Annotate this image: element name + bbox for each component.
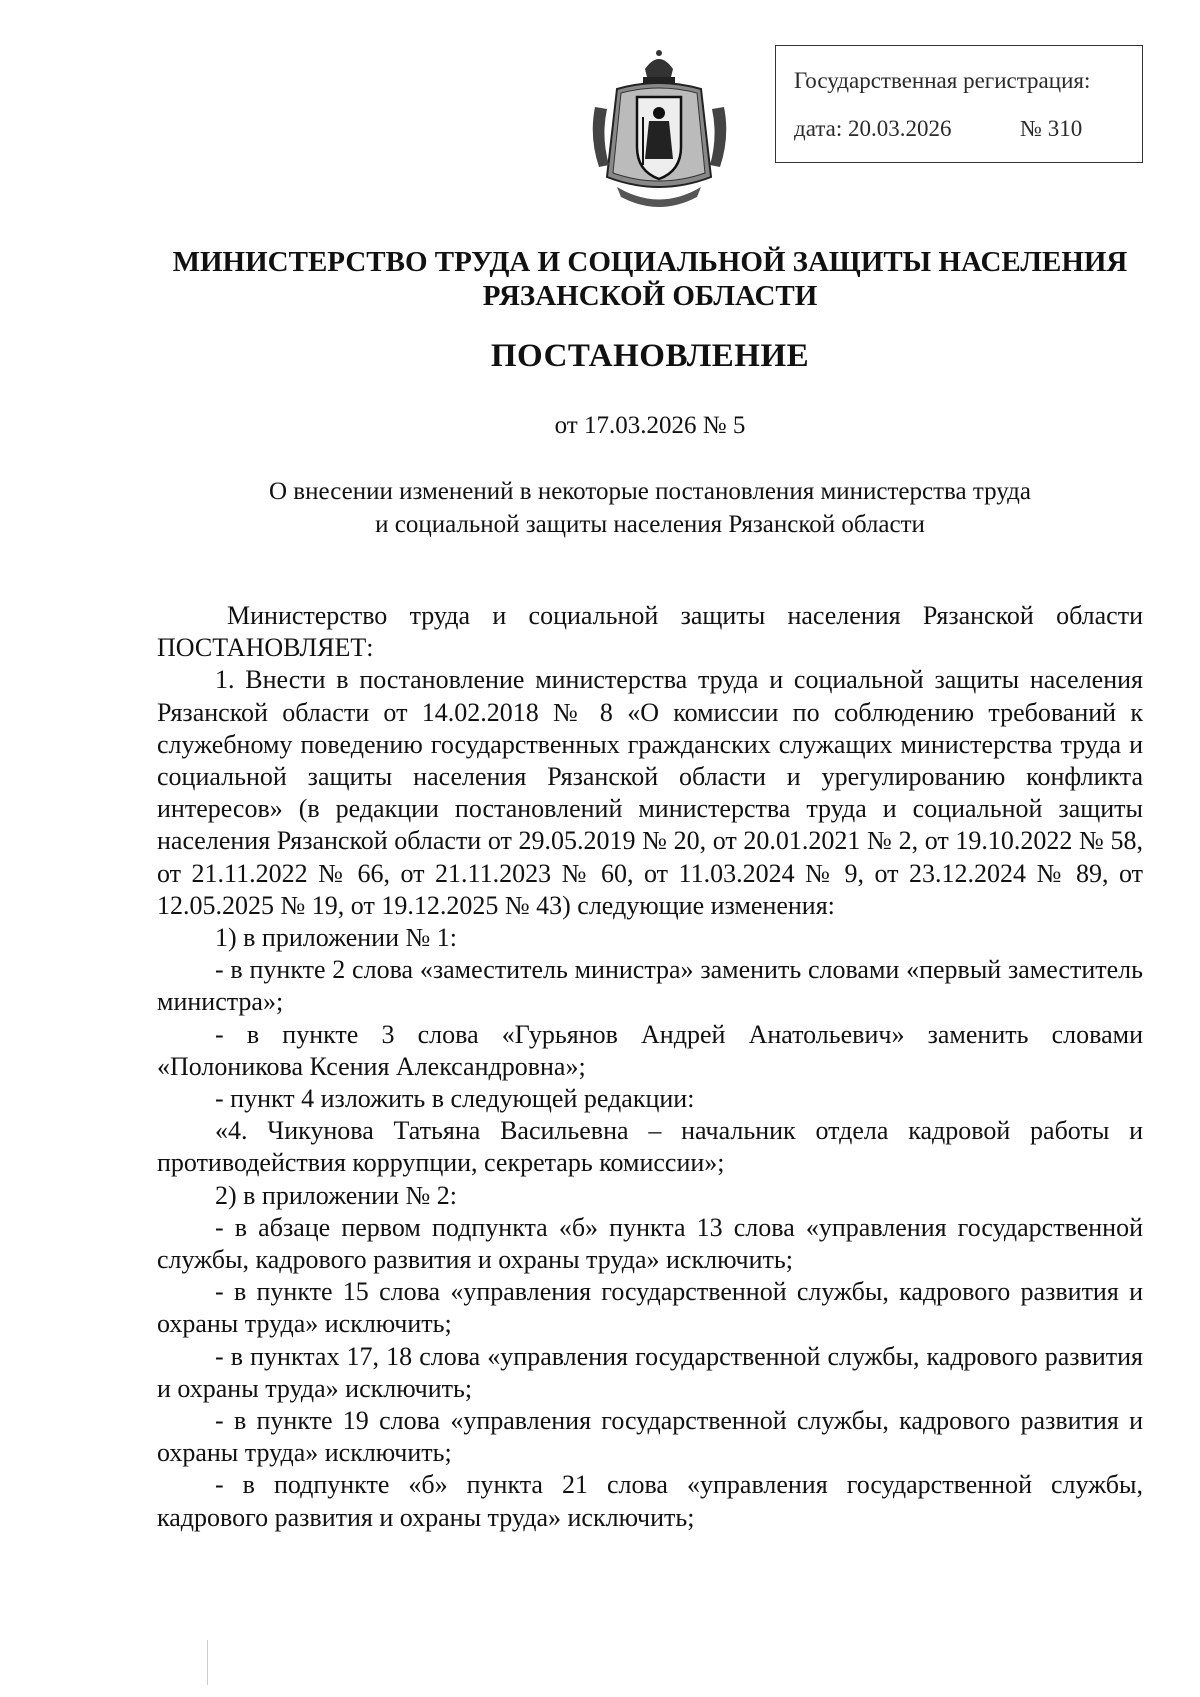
body-paragraph: «4. Чикунова Татьяна Васильевна – начальник отдела кадровой работы и противодействия коррупции, секретарь комиссии»; bbox=[157, 1116, 1143, 1178]
body-paragraph: 1. Внести в постановление министерства труда и социальной защиты населения Рязанской области от 14.02.2018 № 8 «О комиссии по соблюдению требований к служебному поведению государственных гражданских служащих министерства труда и социальной защиты населения Рязанской области и урегулированию конфликта интересов» (в редакции постановлений министерства труда и социальной защиты населения Рязанской области от 29.05.2019 № 20, от 20.01.2021 № 2, от 19.10.2022 № 58, от 21.11.2022 № 66, от 21.11.2023 № 60, от 11.03.2024 № 9, от 23.12.2024 № 89, от 12.05.2025 № 19, от 19.12.2025 № 43) следующие изменения: bbox=[157, 665, 1143, 920]
ministry-name-line1: МИНИСТЕРСТВО ТРУДА И СОЦИАЛЬНОЙ ЗАЩИТЫ НАСЕЛЕНИЯ bbox=[172, 246, 1128, 278]
body-paragraph: 2) в приложении № 2: bbox=[215, 1180, 458, 1210]
subject-line2: и социальной защиты населения Рязанской области bbox=[375, 511, 925, 538]
scan-margin-mark bbox=[207, 1640, 208, 1685]
body-paragraph: - в пунктах 17, 18 слова «управления государственной службы, кадрового развития и охраны труда» исключить; bbox=[157, 1341, 1143, 1403]
body-paragraph: - в абзаце первом подпункта «б» пункта 13 слова «управления государственной службы, кадрового развития и охраны труда» исключить; bbox=[157, 1212, 1143, 1275]
ministry-name bbox=[120, 245, 1180, 313]
document-body bbox=[157, 600, 1143, 1534]
body-paragraph: - в пункте 19 слова «управления государственной службы, кадрового развития и охраны труда» исключить; bbox=[157, 1406, 1143, 1468]
document-type: ПОСТАНОВЛЕНИЕ bbox=[490, 338, 810, 374]
document-subject bbox=[150, 475, 1150, 541]
registration-stamp bbox=[775, 45, 1143, 163]
document-date-number: от 17.03.2026 № 5 bbox=[554, 412, 746, 439]
ryazan-coat-of-arms-icon bbox=[587, 47, 732, 212]
subject-line1: О внесении изменений в некоторые постановления министерства труда bbox=[269, 478, 1031, 505]
body-paragraph: - в пункте 2 слова «заместитель министра» заменить словами «первый заместитель министра»; bbox=[157, 955, 1143, 1017]
body-paragraph: - в пункте 3 слова «Гурьянов Андрей Анатольевич» заменить словами «Полоникова Ксения Александровна»; bbox=[157, 1019, 1143, 1081]
registration-number: № 310 bbox=[1020, 116, 1083, 141]
body-paragraph: - в пункте 15 слова «управления государственной службы, кадрового развития и охраны труда» исключить; bbox=[157, 1277, 1143, 1339]
body-paragraph: - в подпункте «б» пункта 21 слова «управления государственной службы, кадрового развития и охраны труда» исключить; bbox=[157, 1470, 1143, 1532]
registration-date: дата: 20.03.2026 bbox=[794, 116, 952, 141]
preamble-paragraph: Министерство труда и социальной защиты населения Рязанской области ПОСТАНОВЛЯЕТ: bbox=[157, 601, 1143, 663]
body-paragraph: 1) в приложении № 1: bbox=[215, 923, 458, 953]
ministry-name-line2: РЯЗАНСКОЙ ОБЛАСТИ bbox=[482, 280, 818, 312]
registration-title: Государственная регистрация: bbox=[794, 68, 1091, 93]
body-paragraph: - пункт 4 изложить в следующей редакции: bbox=[215, 1084, 695, 1114]
